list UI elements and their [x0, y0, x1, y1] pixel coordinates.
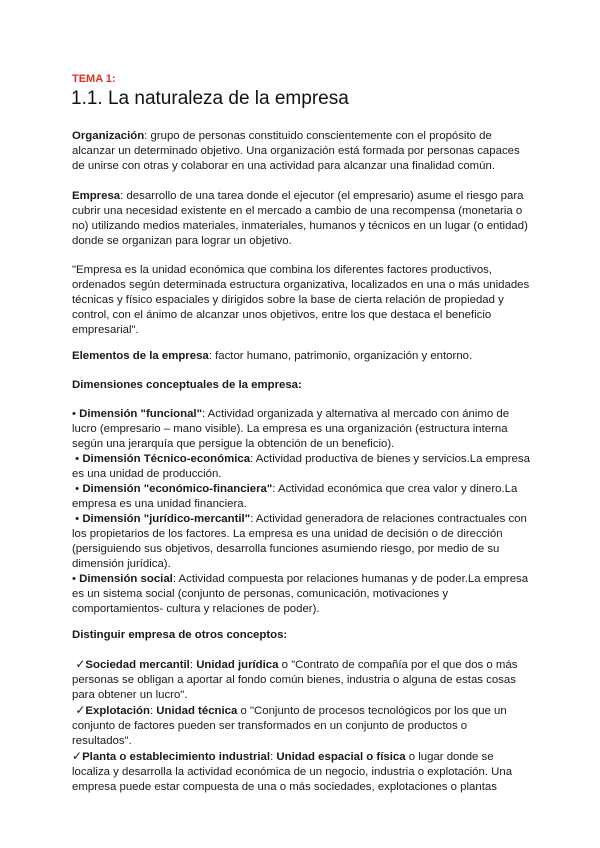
empresa-term: Empresa — [72, 190, 121, 202]
checkmark-icon: ✓ — [72, 749, 83, 763]
page-title: 1.1. La naturaleza de la empresa — [71, 88, 349, 109]
list-item: • Dimensión "económico-financiera": Actividad económica que crea valor y dinero.La empresa es una unidad financiera. — [72, 483, 518, 510]
dimensiones-heading: Dimensiones conceptuales de la empresa: — [72, 379, 302, 391]
dimension-economico-term: Dimensión "económico-financiera" — [82, 483, 273, 495]
empresa-quote: "Empresa es la unidad económica que combina los diferentes factores productivos, ordenados según determinada estructura organizativa, localizados en una o más unidades técnicas y físico espaciales y dirigidos sobre la base de cierta relación de propiedad y control, con el ánimo de alcanzar unos objetivos, entre los que destaca el beneficio empresarial". — [72, 264, 530, 336]
organizacion-term: Organización — [72, 130, 145, 142]
checkmark-icon: ✓ — [72, 703, 86, 717]
list-item: • Dimensión "jurídico-mercantil": Actividad generadora de relaciones contractuales con los propietarios de los factores. La empresa es una unidad de decisión o de dirección (persiguiendo sus objetivos, desarrolla funciones asumiendo riesgo, por medio de su dimensión jurídica). — [72, 513, 527, 570]
elementos-text: : factor humano, patrimonio, organización y entorno. — [208, 350, 473, 362]
list-item: ✓Explotación: Unidad técnica o "Conjunto de procesos tecnológicos por los que un conjunto de factores pueden ser transformados en un conjunto de productos o resultados". — [72, 703, 507, 747]
dimension-social-term: Dimensión social — [79, 573, 173, 585]
list-item: • Dimensión Técnico-económica: Actividad productiva de bienes y servicios.La empresa es una unidad de producción. — [72, 453, 530, 480]
empresa-text: : desarrollo de una tarea donde el ejecutor (el empresario) asume el riesgo para cubrir una necesidad existente en el mercado a cambio de una recompensa (monetaria o no) utilizando medios materiales, inmateriales, humanos y técnicos en un lugar (o entidad) donde se organizan para lograr un objetivo. — [72, 190, 528, 247]
list-item: • Dimensión social: Actividad compuesta por relaciones humanas y de poder.La empresa es un sistema social (conjunto de personas, comunicación, motivaciones y comportamientos- cultura y relaciones de poder). — [72, 573, 529, 615]
distinguir-heading: Distinguir empresa de otros conceptos: — [72, 629, 288, 641]
organizacion-paragraph — [72, 129, 530, 174]
list-item: • Dimensión "funcional": Actividad organizada y alternativa al mercado con ánimo de lucro (empresario – mano visible). La empresa es una organización (estructura interna según una jerarquía que persigue la obtención de un beneficio). — [72, 408, 510, 450]
dimension-tecnico-term: Dimensión Técnico-económica — [82, 453, 251, 465]
quote-paragraph — [72, 263, 530, 338]
dimension-juridico-term: Dimensión "jurídico-mercantil" — [82, 513, 251, 525]
dimensiones-list — [72, 407, 530, 617]
dimension-funcional-term: Dimensión "funcional" — [79, 408, 202, 420]
distinguir-list — [72, 657, 530, 795]
list-item: ✓Sociedad mercantil: Unidad jurídica o "Contrato de compañía por el que dos o más personas se obligan a aportar al fondo común bienes, industria o alguna de estas cosas para obtener un lucro". — [72, 657, 518, 701]
checkmark-icon: ✓ — [72, 657, 86, 671]
list-item: ✓Planta o establecimiento industrial: Unidad espacial o física o lugar donde se localiza y desarrolla la actividad económica de un negocio, industria o explotación. Una empresa puede estar compuesta de una o más sociedades, explotaciones o plantas — [72, 749, 513, 793]
tema-label: TEMA 1: — [72, 73, 116, 85]
elementos-paragraph — [72, 349, 530, 364]
empresa-paragraph — [72, 189, 530, 249]
organizacion-text: : grupo de personas constituido conscientemente con el propósito de alcanzar un determinado objetivo. Una organización está formada por personas capaces de unirse con otras y colaborar en una actividad para alcanzar una finalidad común. — [72, 130, 520, 172]
elementos-term: Elementos de la empresa — [72, 350, 209, 362]
